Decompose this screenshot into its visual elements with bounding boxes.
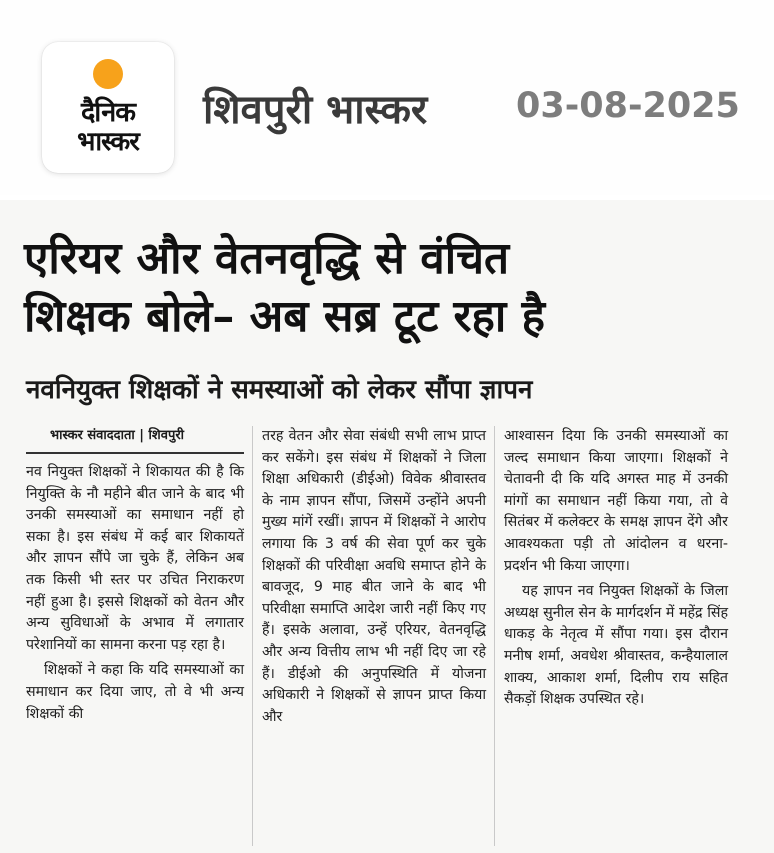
paragraph: तरह वेतन और सेवा संबंधी सभी लाभ प्राप्त कर सकेंगे। इस संबंध में शिक्षकों ने जिला शिक्षा अधिकारी (डीईओ) विवेक श्रीवास्तव के नाम ज्ञापन सौंपा, जिसमें उन्होंने अपनी मुख्य मांगें रखीं। ज्ञापन में शिक्षकों ने आरोप लगाया कि 3 वर्ष की सेवा पूर्ण कर चुके शिक्षकों की परिवीक्षा अवधि समाप्त होने के बावजूद, 9 माह बीत जाने के बाद भी परिवीक्षा समाप्ति आदेश जारी नहीं किए गए हैं। इसके अलावा, उन्हें एरियर, वेतनवृद्धि और अन्य वित्तीय लाभ भी नहीं दिए जा रहे हैं। डीईओ की अनुपस्थिति में योजना अधिकारी ने शिक्षकों से ज्ञापन प्राप्त किया और <box>262 428 486 725</box>
logo-text-dainik: दैनिक <box>80 97 136 128</box>
app-header <box>0 0 774 195</box>
byline-divider <box>26 452 244 454</box>
article-column-3 <box>504 426 728 715</box>
paragraph: आश्वासन दिया कि उनकी समस्याओं का जल्द समाधान किया जाएगा। शिक्षकों ने चेतावनी दी कि यदि अगस्त माह में उनकी मांगों का समाधान नहीं किया गया, तो वे सितंबर में कलेक्टर के समक्ष ज्ञापन देंगे और आवश्यकता पड़ी तो आंदोलन व धरना-प्रदर्शन भी किया जाएगा। <box>504 428 728 574</box>
edition-title: शिवपुरी भास्कर <box>203 87 428 133</box>
column-divider <box>494 426 495 846</box>
dainik-bhaskar-logo[interactable] <box>42 42 174 173</box>
sun-icon <box>93 59 123 89</box>
paragraph: यह ज्ञापन नव नियुक्त शिक्षकों के जिला अध्यक्ष सुनील सेन के मार्गदर्शन में महेंद्र सिंह धाकड़ के नेतृत्व में सौंपा गया। इस दौरान मनीष शर्मा, अवधेश श्रीवास्तव, कन्हैयालाल शाक्य, आकाश शर्मा, दिलीप राय सहित सैकड़ों शिक्षक उपस्थित रहे। <box>504 583 728 708</box>
paragraph: नव नियुक्त शिक्षकों ने शिकायत की है कि नियुक्ति के नौ महीने बीत जाने के बाद भी उनकी समस्याओं का समाधान नहीं हो सका है। इस संबंध में कई बार शिकायतें और ज्ञापन सौंपे जा चुके हैं, लेकिन अब तक किसी भी स्तर पर उचित निराकरण नहीं हुआ है। इससे शिक्षकों को वेतन और अन्य सुविधाओं के अभाव में लगातार परेशानियों का सामना करना पड़ रहा है। <box>26 464 244 653</box>
headline-line-2: शिक्षक बोले– अब सब्र टूट रहा है <box>24 291 545 342</box>
article-column-1 <box>26 426 244 729</box>
article-column-2 <box>262 426 486 732</box>
paragraph: शिक्षकों ने कहा कि यदि समस्याओं का समाधान कर दिया जाए, तो वे भी अन्य शिक्षकों की <box>26 662 244 722</box>
logo-text-bhaskar: भास्कर <box>77 127 139 157</box>
headline-line-1: एरियर और वेतनवृद्धि से वंचित <box>24 233 510 284</box>
edition-date: 03-08-2025 <box>516 86 740 126</box>
article-subheadline: नवनियुक्त शिक्षकों ने समस्याओं को लेकर सौंपा ज्ञापन <box>26 375 533 405</box>
byline: भास्कर संवाददाता | शिवपुरी <box>50 428 185 443</box>
article-headline <box>24 230 754 346</box>
column-divider <box>252 426 253 846</box>
